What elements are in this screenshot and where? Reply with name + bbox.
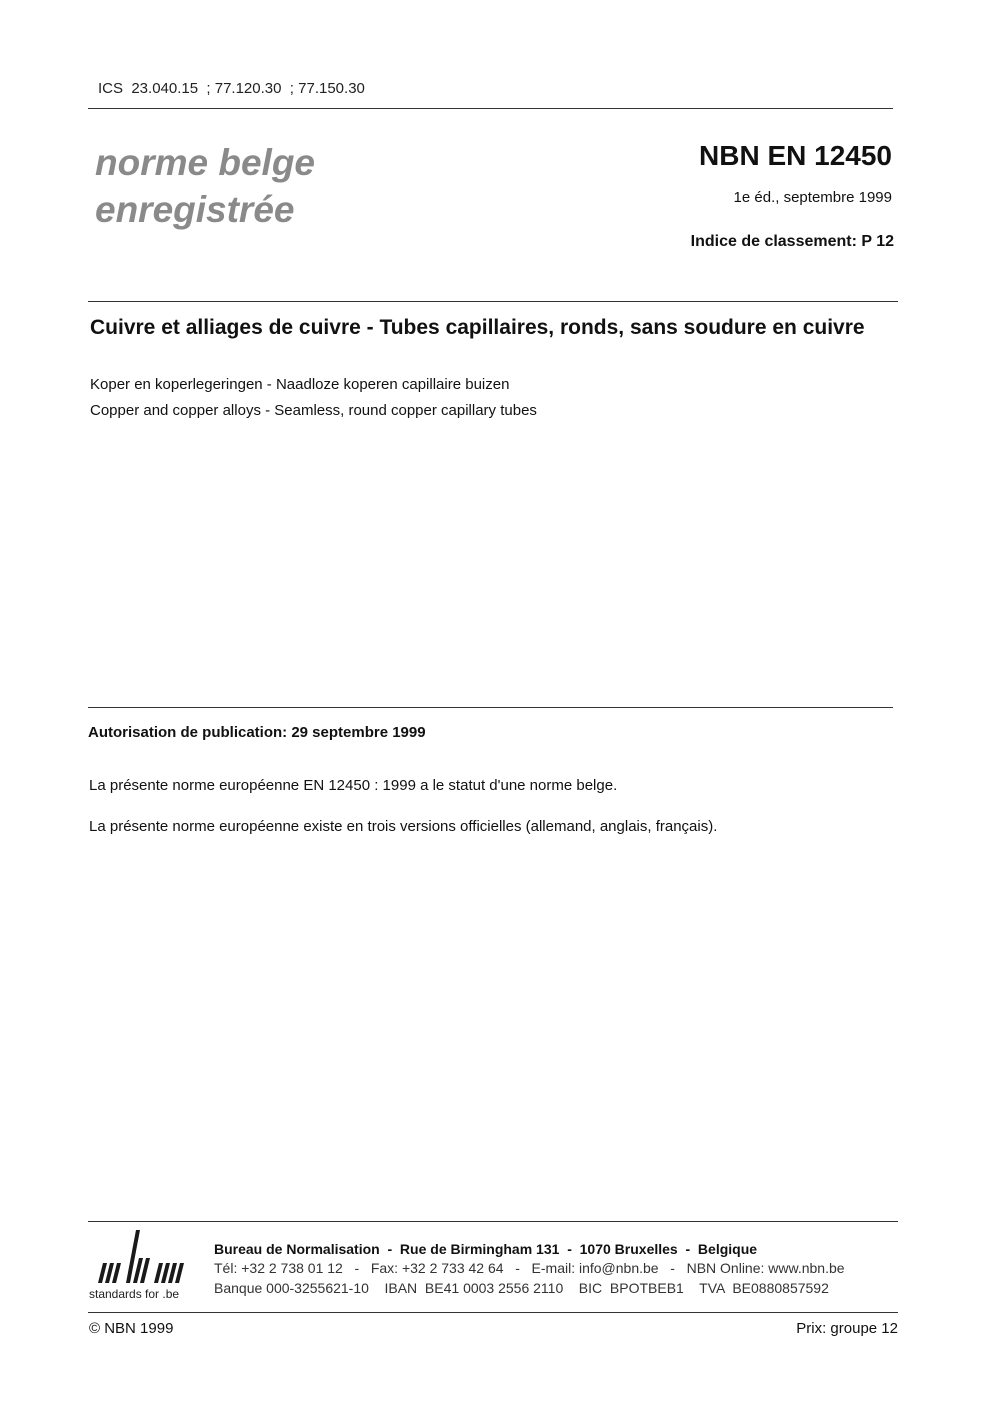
footer-bank-details: Banque 000-3255621-10 IBAN BE41 0003 2556 2110 BIC BPOTBEB1 TVA BE0880857592 [214,1280,829,1296]
title-french: Cuivre et alliages de cuivre - Tubes capillaires, ronds, sans soudure en cuivre [90,316,865,339]
copyright-notice: © NBN 1999 [89,1320,174,1337]
top-divider [88,108,893,109]
norme-belge-label: norme belge [95,142,315,183]
title-divider [88,301,898,302]
standard-number: NBN EN 12450 [699,140,892,171]
footer-divider [88,1221,898,1222]
body-divider [88,707,893,708]
classification-index: Indice de classement: P 12 [690,233,894,250]
enregistree-label: enregistrée [95,189,295,230]
price-group: Prix: groupe 12 [796,1320,898,1337]
edition-date: 1e éd., septembre 1999 [733,189,892,206]
title-dutch: Koper en koperlegeringen - Naadloze koperen capillaire buizen [90,376,510,393]
versions-paragraph: La présente norme européenne existe en trois versions officielles (allemand, anglais, français). [89,818,718,835]
bottom-divider [88,1312,898,1313]
logo-tagline: standards for .be [89,1287,180,1301]
footer-address: Bureau de Normalisation - Rue de Birmingham 131 - 1070 Bruxelles - Belgique [214,1241,758,1257]
ics-codes: ICS 23.040.15 ; 77.120.30 ; 77.150.30 [98,80,365,97]
publication-authorisation: Autorisation de publication: 29 septembre 1999 [88,724,426,741]
status-paragraph: La présente norme européenne EN 12450 : 1999 a le statut d'une norme belge. [89,777,618,794]
title-english: Copper and copper alloys - Seamless, round copper capillary tubes [90,402,537,419]
footer-contact: Tél: +32 2 738 01 12 - Fax: +32 2 733 42 64 - E-mail: info@nbn.be - NBN Online: www.nbn.be [214,1260,845,1276]
